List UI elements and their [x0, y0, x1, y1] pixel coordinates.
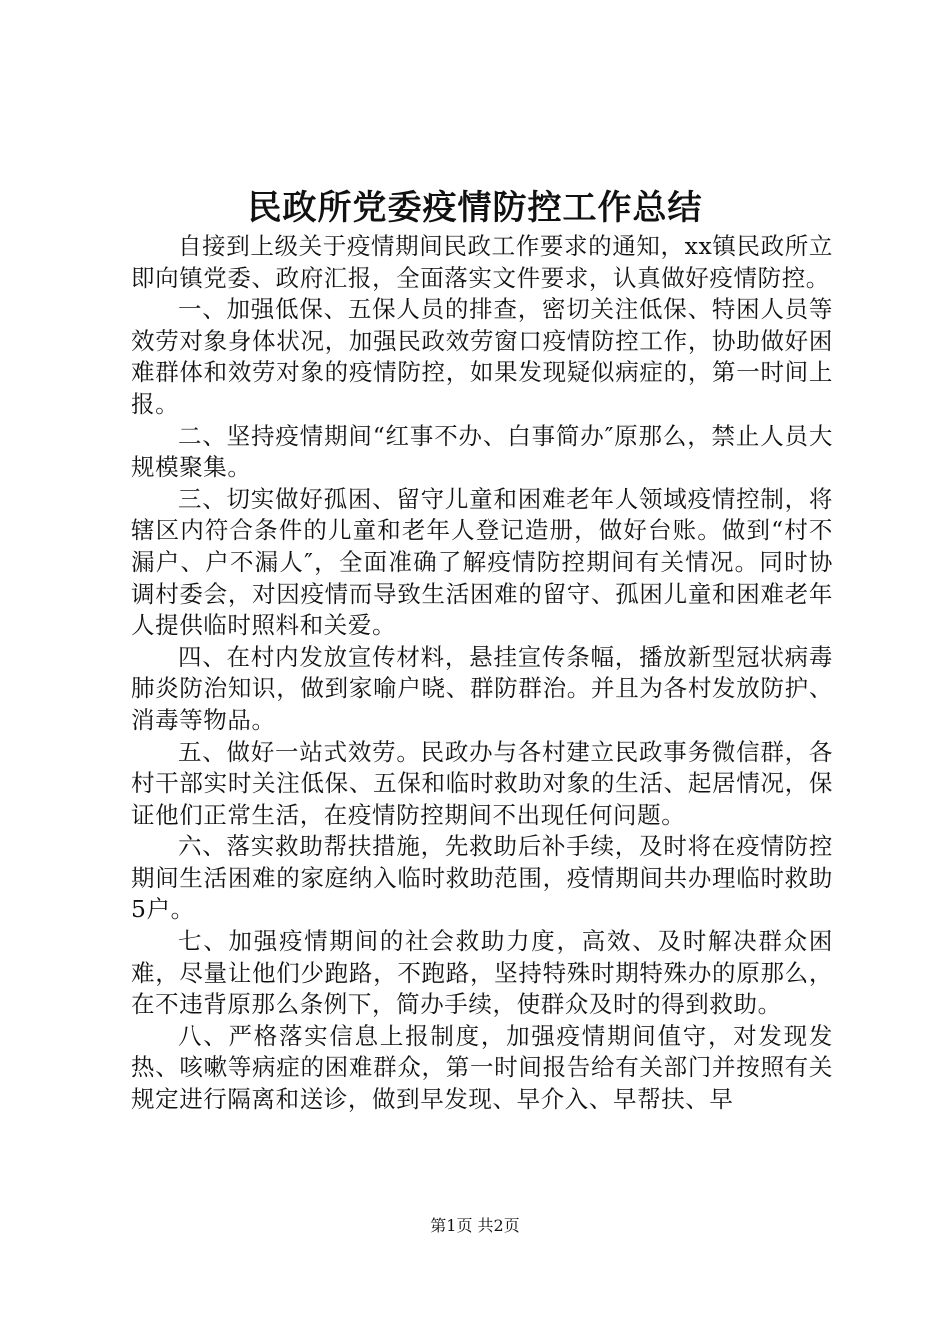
paragraph-item-1: 一、加强低保、五保人员的排查，密切关注低保、特困人员等效劳对象身体状况，加强民政效劳窗口疫情防控工作，协助做好困难群体和效劳对象的疫情防控，如果发现疑似病症的，第一时间上报。 [131, 295, 833, 418]
paragraph-item-6: 六、落实救助帮扶措施，先救助后补手续，及时将在疫情防控期间生活困难的家庭纳入临时救助范围，疫情期间共办理临时救助5户。 [131, 832, 833, 924]
paragraph-item-5: 五、做好一站式效劳。民政办与各村建立民政事务微信群，各村干部实时关注低保、五保和临时救助对象的生活、起居情况，保证他们正常生活，在疫情防控期间不出现任何问题。 [131, 737, 833, 829]
document-title: 民政所党委疫情防控工作总结 [247, 188, 703, 228]
document-body [131, 231, 833, 1116]
paragraph-item-7: 七、加强疫情期间的社会救助力度，高效、及时解决群众困难，尽量让他们少跑路，不跑路，坚持特殊时期特殊办的原那么，在不违背原那么条例下，简办手续，使群众及时的得到救助。 [131, 927, 833, 1019]
page-number-footer: 第1页 共2页 [430, 1216, 520, 1235]
paragraph-item-8: 八、严格落实信息上报制度，加强疫情期间值守，对发现发热、咳嗽等病症的困难群众，第一时间报告给有关部门并按照有关规定进行隔离和送诊，做到早发现、早介入、早帮扶、早 [131, 1021, 833, 1114]
paragraph-intro: 自接到上级关于疫情期间民政工作要求的通知，xx镇民政所立即向镇党委、政府汇报，全面落实文件要求，认真做好疫情防控。 [131, 232, 833, 292]
paragraph-item-4: 四、在村内发放宣传材料，悬挂宣传条幅，播放新型冠状病毒肺炎防治知识，做到家喻户晓、群防群治。并且为各村发放防护、消毒等物品。 [131, 642, 833, 734]
paragraph-item-3: 三、切实做好孤困、留守儿童和困难老年人领域疫情控制，将辖区内符合条件的儿童和老年人登记造册，做好台账。做到“村不漏户、户不漏人″，全面准确了解疫情防控期间有关情况。同时协调村委会，对因疫情而导致生活困难的留守、孤困儿童和困难老年人提供临时照料和关爱。 [131, 484, 833, 640]
paragraph-item-2: 二、坚持疫情期间“红事不办、白事简办″原那么，禁止人员大规模聚集。 [131, 421, 833, 482]
